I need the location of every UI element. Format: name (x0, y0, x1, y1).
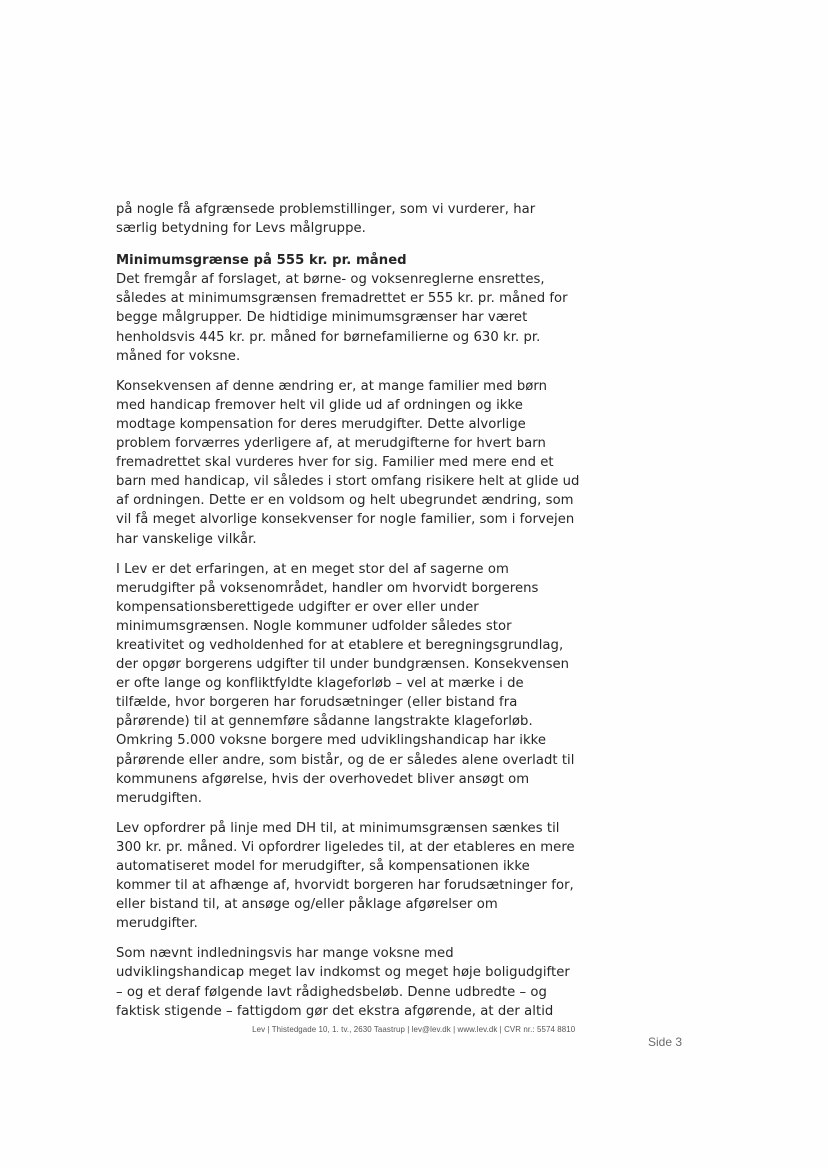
section-heading: Minimumsgrænse på 555 kr. pr. måned (116, 253, 407, 269)
paragraph-3: I Lev er det erfaringen, at en meget stor del af sagerne om merudgifter på voksenområdet, handler om hvorvidt borgerens kompensationsberettigede udgifter er over eller under minimumsgrænsen. Nogle kommuner udfolder således stor kreativitet og vedholdenhed for at etablere et beregningsgrundlag, der opgør borgerens udgifter til under bundgrænsen. Konsekvensen er ofte lange og konfliktfyldte klageforløb – vel at mærke i de tilfælde, hvor borgeren har forudsætninger (eller bistand fra pårørende) til at gennemføre sådanne langstrakte klageforløb. Omkring 5.000 voksne borgere med udviklingshandicap har ikke pårørende eller andre, som bistår, og de er således alene overladt til kommunens afgørelse, hvis der overhovedet bliver ansøgt om merudgiften. (116, 561, 575, 806)
document-body (116, 200, 586, 1032)
intro-paragraph: på nogle få afgrænsede problemstillinger, som vi vurderer, har særlig betydning for Levs målgruppe. (116, 202, 536, 237)
page-number: Side 3 (647, 1035, 682, 1049)
paragraph-1-text: Det fremgår af forslaget, at børne- og voksenreglerne ensrettes, således at minimumsgrænsen fremadrettet er 555 kr. pr. måned for begge målgrupper. De hidtidige minimumsgrænser har været henholdsvis 445 kr. pr. måned for børnefamilierne og 630 kr. pr. måned for voksne. (116, 272, 568, 364)
paragraph-2: Konsekvensen af denne ændring er, at mange familier med børn med handicap fremover helt vil glide ud af ordningen og ikke modtage kompensation for deres merudgifter. Dette alvorlige problem forværres yderligere af, at merudgifterne for hvert barn fremadrettet skal vurderes hver for sig. Familier med mere end et barn med handicap, vil således i stort omfang risikere helt at glide ud af ordningen. Dette er en voldsom og helt ubegrundet ændring, som vil få meget alvorlige konsekvenser for nogle familier, som i forvejen har vanskelige vilkår. (116, 378, 580, 547)
section-paragraph-1 (116, 251, 586, 366)
paragraph-4: Lev opfordrer på linje med DH til, at minimumsgrænsen sænkes til 300 kr. pr. måned. Vi opfordrer ligeledes til, at der etableres en mere automatiseret model for merudgifter, så kompensationen ikke kommer til at afhænge af, hvorvidt borgeren har forudsætninger for, eller bistand til, at ansøge og/eller påklage afgørelser om merudgifter. (116, 820, 575, 932)
paragraph-5: Som nævnt indledningsvis har mange voksne med udviklingshandicap meget lav indkomst og meget høje boligudgifter – og et deraf følgende lavt rådighedsbeløb. Denne udbredte – og faktisk stigende – fattigdom gør det ekstra afgørende, at der altid (116, 946, 570, 1019)
footer-contact-line: Lev | Thistedgade 10, 1. tv., 2630 Taastrup | lev@lev.dk | www.lev.dk | CVR nr.: 5574 8810 (252, 1024, 576, 1034)
